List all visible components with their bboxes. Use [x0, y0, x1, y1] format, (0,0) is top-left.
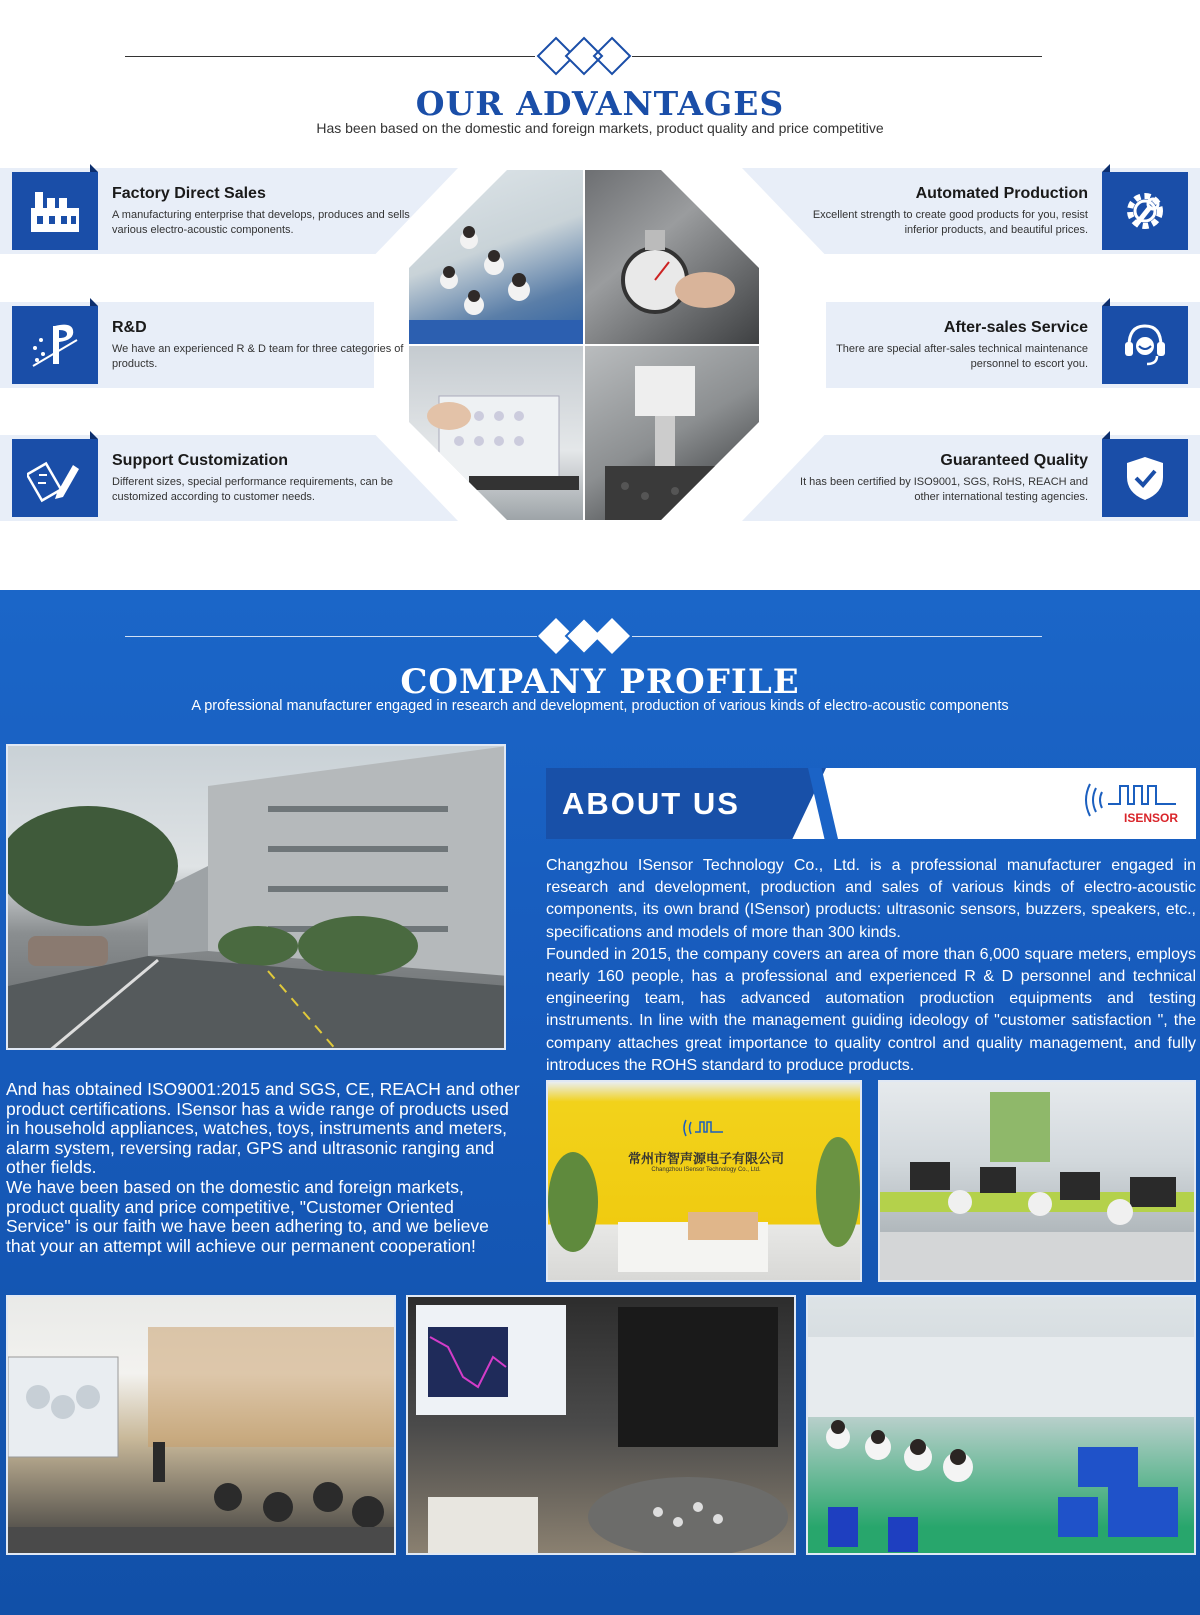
building-photo	[6, 744, 506, 1050]
reception-sign-cn: 常州市智声源电子有限公司	[627, 1151, 784, 1166]
about-paragraph-2: Founded in 2015, the company covers an area of more than 6,000 square meters, employs nearly 160 people, has a professional and experienced R & D personnel and technical engineering team, has advanced automation production equipments and testing instruments. In line with the management guiding ideology of "customer satisfaction ", the company attaches great importance to quality control and quality management, and fully introduces the ROHS standard to produce products.	[546, 945, 1196, 1074]
card-desc: A manufacturing enterprise that develops, produces and sells various electro-acoustic components.	[112, 209, 410, 236]
factory-icon	[12, 172, 98, 250]
about-us-banner	[546, 768, 1196, 839]
logo-text: ISENSOR	[1123, 811, 1178, 825]
card-title: R&D	[112, 319, 147, 336]
reception-sign-en: Changzhou ISensor Technology Co., Ltd.	[651, 1167, 761, 1173]
reception-photo	[546, 1080, 862, 1282]
about-paragraph-1: Changzhou ISensor Technology Co., Ltd. is a professional manufacturer engaged in research and development, production and sales of various kinds of electro-acoustic components, its own brand (ISensor) products: ultrasonic sensors, buzzers, speakers, etc., specifications and models of more than 300 kinds.	[546, 857, 1196, 941]
card-desc: It has been certified by ISO9001, SGS, RoHS, REACH and other international testing agencies.	[800, 476, 1088, 503]
card-title: Guaranteed Quality	[940, 452, 1088, 469]
profile-title: COMPANY PROFILE	[400, 662, 800, 702]
card-title: Support Customization	[112, 452, 288, 469]
advantage-card-rd	[0, 302, 404, 388]
rd-icon	[12, 306, 98, 384]
advantage-card-service	[826, 302, 1200, 388]
card-title: After-sales Service	[943, 319, 1088, 336]
office-photo	[878, 1080, 1196, 1282]
production-line-photo	[806, 1295, 1196, 1555]
pencil-icon	[12, 439, 98, 517]
header-line-left	[125, 56, 535, 57]
advantage-card-factory-content	[0, 168, 458, 254]
card-title: Automated Production	[915, 185, 1088, 202]
gauge-photo	[585, 170, 759, 344]
machine-photo	[585, 346, 759, 520]
diamond-ornament	[536, 36, 632, 76]
header-line-right	[632, 636, 1042, 637]
company-profile-section	[0, 590, 1200, 1615]
gear-wrench-icon	[1102, 172, 1188, 250]
about-us-text	[546, 855, 1196, 1077]
diamond-ornament	[536, 616, 632, 656]
test-equipment-photo	[406, 1295, 796, 1555]
advantage-card-auto	[742, 168, 1200, 254]
card-desc: There are special after-sales technical maintenance personnel to escort you.	[836, 343, 1088, 370]
card-desc: Different sizes, special performance requirements, can be customized according to customer needs.	[112, 476, 394, 503]
header-line-right	[632, 56, 1042, 57]
card-desc: Excellent strength to create good products for you, resist inferior products, and beautiful prices.	[812, 209, 1088, 236]
advantage-card-quality	[742, 435, 1200, 521]
service-paragraph: We have been based on the domestic and foreign markets, product quality and price competitive, "Customer Oriented Service" is our faith we have been adhering to, and we believe that your an attempt will achieve our permanent cooperation!	[6, 1176, 489, 1256]
advantages-title: OUR ADVANTAGES	[415, 84, 785, 123]
shield-check-icon	[1102, 439, 1188, 517]
factory-photo-collage	[409, 170, 759, 520]
certification-text	[6, 1080, 520, 1256]
profile-subtitle: A professional manufacturer engaged in research and development, production of various kinds of electro-acoustic components	[191, 698, 1009, 714]
about-banner-stripe	[808, 768, 838, 839]
certification-paragraph: And has obtained ISO9001:2015 and SGS, CE, REACH and other product certifications. ISensor has a wide range of products used in household appliances, watches, toys, instruments and meters, alarm system, reversing radar, GPS and ultrasonic ranging and other fields.	[6, 1079, 520, 1178]
header-line-left	[125, 636, 537, 637]
headset-icon	[1102, 306, 1188, 384]
advantages-section	[0, 0, 1200, 605]
meeting-room-photo	[6, 1295, 396, 1555]
advantages-subtitle: Has been based on the domestic and foreign markets, product quality and price competitive	[316, 120, 884, 136]
card-desc: We have an experienced R & D team for three categories of products.	[112, 343, 404, 370]
card-title: Factory Direct Sales	[112, 185, 266, 202]
about-us-title: ABOUT US	[562, 786, 740, 821]
advantage-card-custom	[0, 435, 458, 521]
